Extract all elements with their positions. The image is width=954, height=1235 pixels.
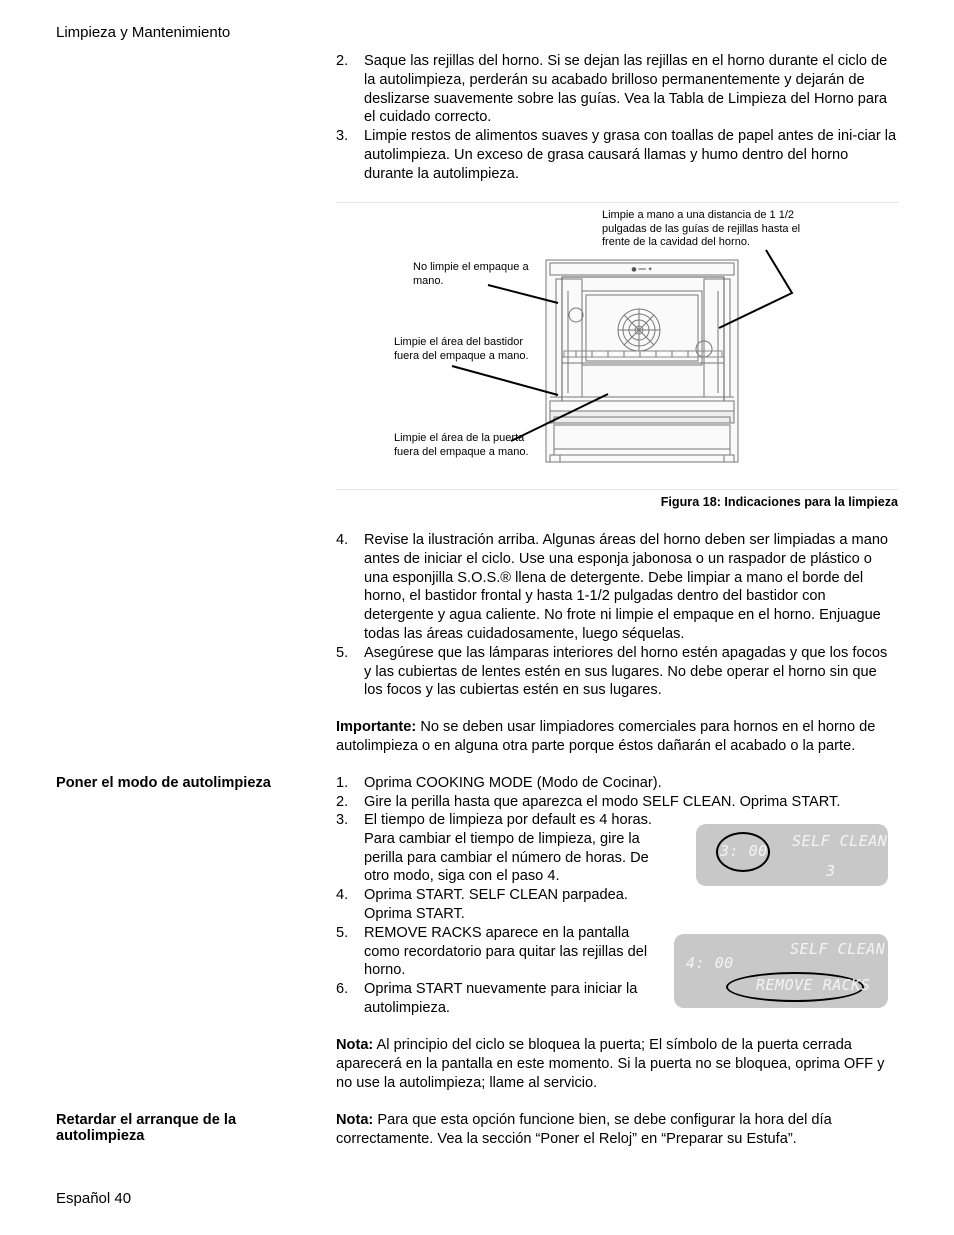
display-mode: SELF CLEAN [792, 832, 888, 850]
list-item: 4. Oprima START. SELF CLEAN parpadea. Oprima START. [336, 887, 628, 922]
list-item: 2. Gire la perilla hasta que aparezca el modo SELF CLEAN. Oprima START. [336, 793, 841, 810]
oven-illustration [336, 203, 898, 488]
display-hours: 3 [826, 862, 836, 880]
display-self-clean-time [696, 824, 888, 886]
page-footer: Español 40 [56, 1190, 132, 1207]
list-item: 3. El tiempo de limpieza por default es 4 horas. Para cambiar el tiempo de limpieza, gire la perilla para cambiar el número de horas. De otro modo, siga con el paso 4. [336, 812, 652, 885]
figure-bottom-rule [336, 489, 898, 490]
self-clean-steps-full [336, 774, 898, 812]
figure-caption: Figura 18: Indicaciones para la limpieza [660, 495, 898, 509]
list-item: 3. Limpie restos de alimentos suaves y grasa con toallas de papel antes de ini-ciar la autolimpieza. Un exceso de grasa causará llamas y humo dentro del horno durante la autolimpieza. [336, 128, 897, 182]
steps-mid [336, 531, 898, 700]
svg-text:● ━━ ✦: ● ━━ ✦ [631, 266, 653, 273]
note-door-lock: Nota: Al principio del ciclo se bloquea la puerta; El símbolo de la puerta cerrada aparecerá en la pantalla en este momento. Si la puerta no se bloquea, oprima OFF y no use la autolimpieza; llame al servicio. [336, 1037, 885, 1091]
list-item: 5. Asegúrese que las lámparas interiores del horno estén apagadas y que los focos y las cubiertas de lentes estén en sus lugares. No debe operar el horno sin que los focos y las cubiertas estén en sus lugares. [336, 644, 888, 699]
section-heading-delay: Retardar el arranque de la autolimpieza [56, 1112, 237, 1144]
callout-gasket: No limpie el empaque a mano. [413, 261, 529, 287]
display-mode: SELF CLEAN [790, 940, 886, 958]
list-item: 2. Saque las rejillas del horno. Si se dejan las rejillas en el horno durante el ciclo de la autolimpieza, perderán su acabado brilloso permanentemente y dejarán de deslizarse suavemente sobre las guías. Vea la Tabla de Limpieza del Horno para el cuidado correcto. [336, 53, 888, 126]
self-clean-steps-narrow [336, 811, 666, 1018]
display-message: REMOVE RACKS [756, 976, 871, 994]
section-heading-self-clean: Poner el modo de autolimpieza [56, 775, 271, 791]
list-item: 5. REMOVE RACKS aparece en la pantalla como recordatorio para quitar las rejillas del horno. [336, 924, 648, 979]
display-remove-racks [674, 934, 888, 1008]
callout-frame: Limpie el área del bastidor fuera del empaque a mano. [394, 336, 529, 362]
callout-door: Limpie el área de la puerta fuera del empaque a mano. [394, 432, 529, 458]
callout-rack-guides: Limpie a mano a una distancia de 1 1/2 pulgadas de las guías de rejillas hasta el frente de la cavidad del horno. [602, 209, 801, 249]
steps-top [336, 52, 898, 184]
display-time: 3: 00 [720, 842, 768, 860]
note-clock: Nota: Para que esta opción funcione bien, se debe configurar la hora del día correctamente. Vea la sección “Poner el Reloj” en “Preparar su Estufa”. [336, 1112, 832, 1147]
important-note: Importante: No se deben usar limpiadores comerciales para hornos en el horno de autolimpieza o en alguna otra parte porque éstos dañarán el acabado o la parte. [336, 719, 876, 754]
list-item: 6. Oprima START nuevamente para iniciar la autolimpieza. [336, 981, 638, 1016]
display-time: 4: 00 [686, 954, 734, 972]
list-item: 4. Revise la ilustración arriba. Algunas áreas del horno deben ser limpiadas a mano antes de iniciar el ciclo. Use una esponja jabonosa o un raspador de plástico o una esponjilla S.O.S.® llena de detergente. Debe limpiar a mano el borde del horno, el bastidor frontal y hasta 1-1/2 pulgadas dentro del bastidor con detergente y agua caliente. No frote ni limpie el empaque en el horno. Enjuague todas las áreas cuidadosamente, luego séquelas. [336, 532, 889, 642]
page-header: Limpieza y Mantenimiento [56, 24, 231, 41]
list-item: 1. Oprima COOKING MODE (Modo de Cocinar). [336, 775, 662, 791]
